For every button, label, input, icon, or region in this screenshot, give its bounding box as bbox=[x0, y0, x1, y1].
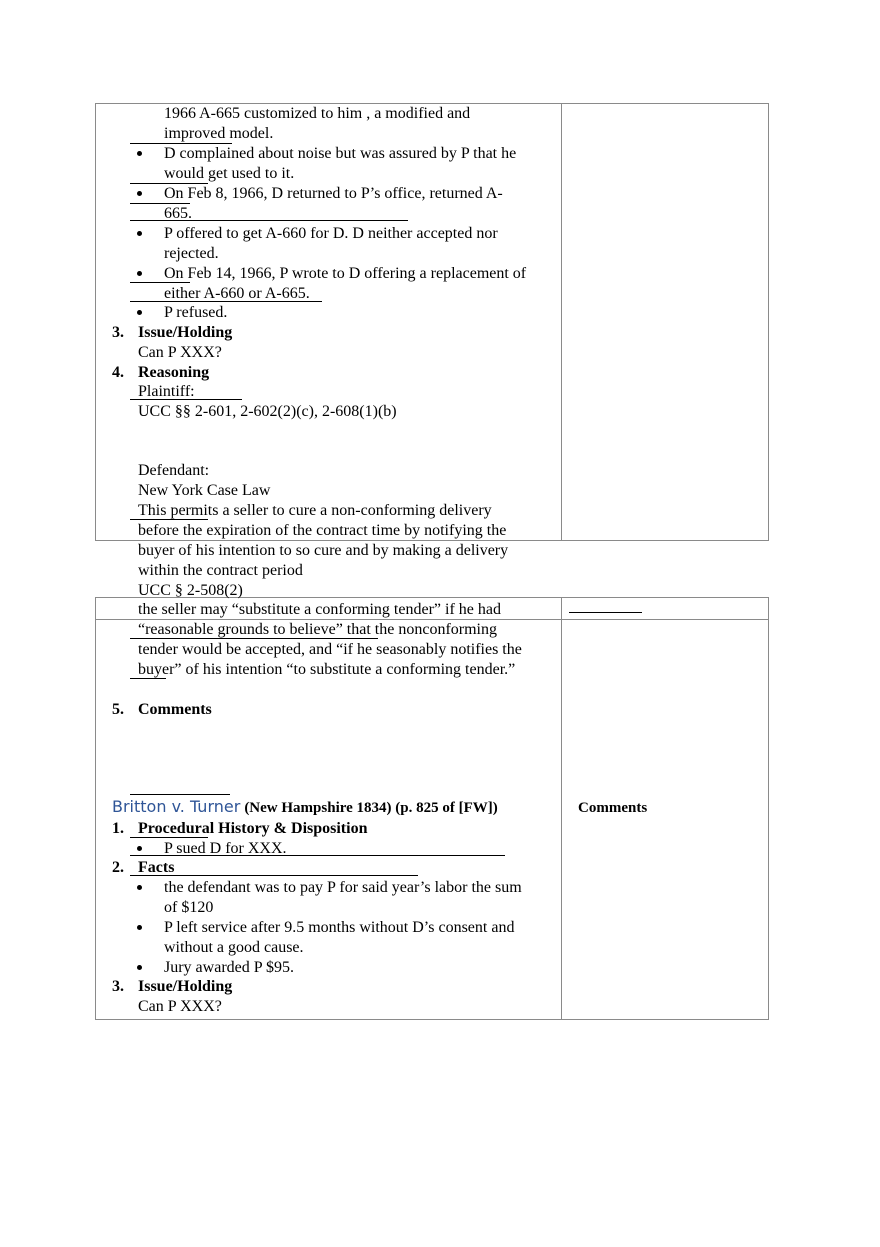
underline bbox=[130, 855, 505, 856]
table-2-divider bbox=[561, 597, 562, 1020]
text-line: Plaintiff: bbox=[138, 383, 195, 400]
section-heading: Facts bbox=[138, 859, 175, 876]
underline bbox=[130, 282, 190, 283]
underline bbox=[130, 678, 166, 679]
bullet bbox=[137, 965, 142, 970]
text-line: tender would be accepted, and “if he seasonably notifies the bbox=[138, 641, 522, 658]
text-line: New York Case Law bbox=[138, 482, 271, 499]
underline bbox=[130, 399, 242, 400]
bullet-text: D complained about noise but was assured by P that he bbox=[164, 145, 517, 162]
bullet-text: On Feb 8, 1966, D returned to P’s office, returned A- bbox=[164, 185, 503, 202]
section-heading: Reasoning bbox=[138, 364, 210, 381]
bullet-text: P refused. bbox=[164, 304, 228, 321]
bullet-text: either A-660 or A-665. bbox=[164, 285, 310, 302]
text-line: Defendant: bbox=[138, 462, 210, 479]
section-number: 4. bbox=[112, 364, 124, 381]
text-line: “reasonable grounds to believe” that the nonconforming bbox=[138, 621, 497, 638]
bullet-text: P sued D for XXX. bbox=[164, 840, 287, 857]
text-line: buyer” of his intention “to substitute a conforming tender.” bbox=[138, 661, 516, 678]
case-heading bbox=[112, 797, 498, 818]
bullet-text: P offered to get A-660 for D. D neither accepted nor bbox=[164, 225, 498, 242]
bullet-text: the defendant was to pay P for said year’s labor the sum bbox=[164, 879, 522, 896]
underline bbox=[130, 794, 230, 795]
text-line: Can P XXX? bbox=[138, 344, 222, 361]
text-line: buyer of his intention to so cure and by making a delivery bbox=[138, 542, 509, 559]
text-line: UCC §§ 2-601, 2-602(2)(c), 2-608(1)(b) bbox=[138, 403, 397, 420]
underline bbox=[130, 638, 378, 639]
bullet-text: of $120 bbox=[164, 899, 214, 916]
bullet bbox=[137, 310, 142, 315]
underline bbox=[130, 301, 322, 302]
underline bbox=[130, 837, 208, 838]
bullet-text: without a good cause. bbox=[164, 939, 304, 956]
bullet bbox=[137, 925, 142, 930]
section-heading: Comments bbox=[138, 701, 212, 718]
comments-label: Comments bbox=[578, 800, 648, 816]
bullet bbox=[137, 151, 142, 156]
bullet-text: On Feb 14, 1966, P wrote to D offering a replacement of bbox=[164, 265, 527, 282]
bullet-text: 665. bbox=[164, 205, 192, 222]
bullet bbox=[137, 231, 142, 236]
bullet-text: P left service after 9.5 months without D’s consent and bbox=[164, 919, 515, 936]
section-heading: Procedural History & Disposition bbox=[138, 820, 368, 837]
bullet-text: Jury awarded P $95. bbox=[164, 959, 295, 976]
underline bbox=[130, 203, 190, 204]
underline bbox=[130, 519, 208, 520]
text-line: the seller may “substitute a conforming tender” if he had bbox=[138, 601, 501, 618]
section-number: 1. bbox=[112, 820, 124, 837]
text-line: improved model. bbox=[164, 125, 274, 142]
section-number: 2. bbox=[112, 859, 124, 876]
text-line: 1966 A-665 customized to him , a modified and bbox=[164, 105, 471, 122]
section-number: 5. bbox=[112, 701, 124, 718]
bullet-text: would get used to it. bbox=[164, 165, 295, 182]
right-cell-mark bbox=[569, 612, 642, 613]
section-number: 3. bbox=[112, 324, 124, 341]
text-line: before the expiration of the contract time by notifying the bbox=[138, 522, 507, 539]
bullet-text: rejected. bbox=[164, 245, 219, 262]
table-1-divider bbox=[561, 103, 562, 541]
case-citation: (New Hampshire 1834) (p. 825 of [FW]) bbox=[244, 800, 498, 816]
underline bbox=[130, 220, 408, 221]
bullet bbox=[137, 846, 142, 851]
bullet bbox=[137, 191, 142, 196]
section-heading: Issue/Holding bbox=[138, 978, 233, 995]
text-line: within the contract period bbox=[138, 562, 303, 579]
text-line: UCC § 2-508(2) bbox=[138, 582, 243, 599]
section-number: 3. bbox=[112, 978, 124, 995]
text-line: Can P XXX? bbox=[138, 998, 222, 1015]
underline bbox=[130, 875, 418, 876]
bullet bbox=[137, 885, 142, 890]
section-heading: Issue/Holding bbox=[138, 324, 233, 341]
case-name: Britton v. Turner bbox=[112, 797, 241, 816]
text-line: This permits a seller to cure a non-conforming delivery bbox=[138, 502, 492, 519]
bullet bbox=[137, 271, 142, 276]
